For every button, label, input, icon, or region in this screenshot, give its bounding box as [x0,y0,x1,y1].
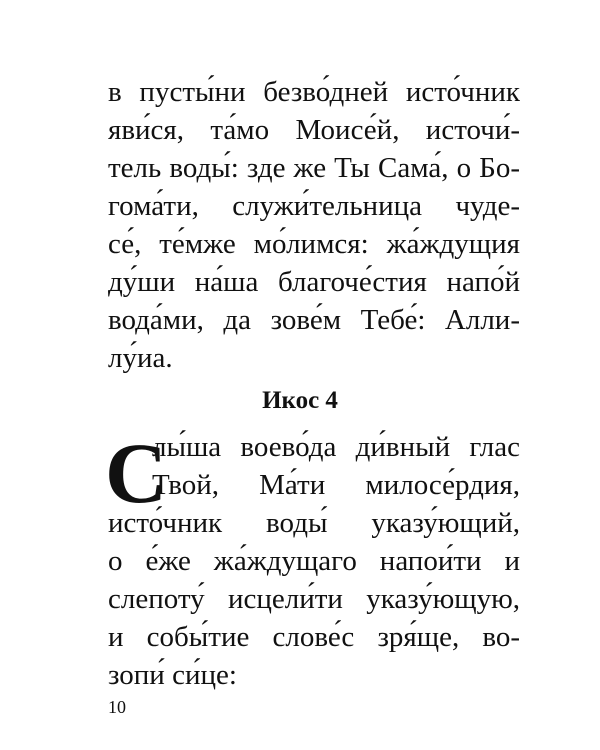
text-line: о е́же жа́ждущаго напои́ти и [108,545,520,577]
text-line: лу́иа. [108,342,173,374]
text-line: слепоту́ исцели́ти указу́ющую, [108,583,520,615]
text-line: тель воды́: зде же Ты Сама́, о Бо- [108,152,520,184]
drop-cap: С [105,425,168,521]
text-line: яви́ся, та́мо Моисе́й, источи́- [108,114,520,146]
text-line: лы́ша воево́да ди́вный глас [152,431,520,463]
text-line: ду́ши на́ша благоче́стия напо́й [108,266,520,298]
text-line: вода́ми, да зове́м Тебе́: Алли- [108,304,520,336]
text-line: в пусты́ни безво́дней исто́чник [108,76,520,108]
text-line: се́, те́мже мо́лимся: жа́ждущия [108,228,520,260]
text-line: и собы́тие слове́с зря́ще, во- [108,621,520,653]
text-line: гома́ти, служи́тельница чуде- [108,190,520,222]
text-line: зопи́ си́це: [108,659,237,691]
text-line: Твой, Ма́ти милосе́рдия, [152,469,520,501]
page-number: 10 [108,697,126,717]
section-heading: Икос 4 [262,387,338,414]
text-line: исто́чник воды́ указу́ющий, [108,507,520,539]
